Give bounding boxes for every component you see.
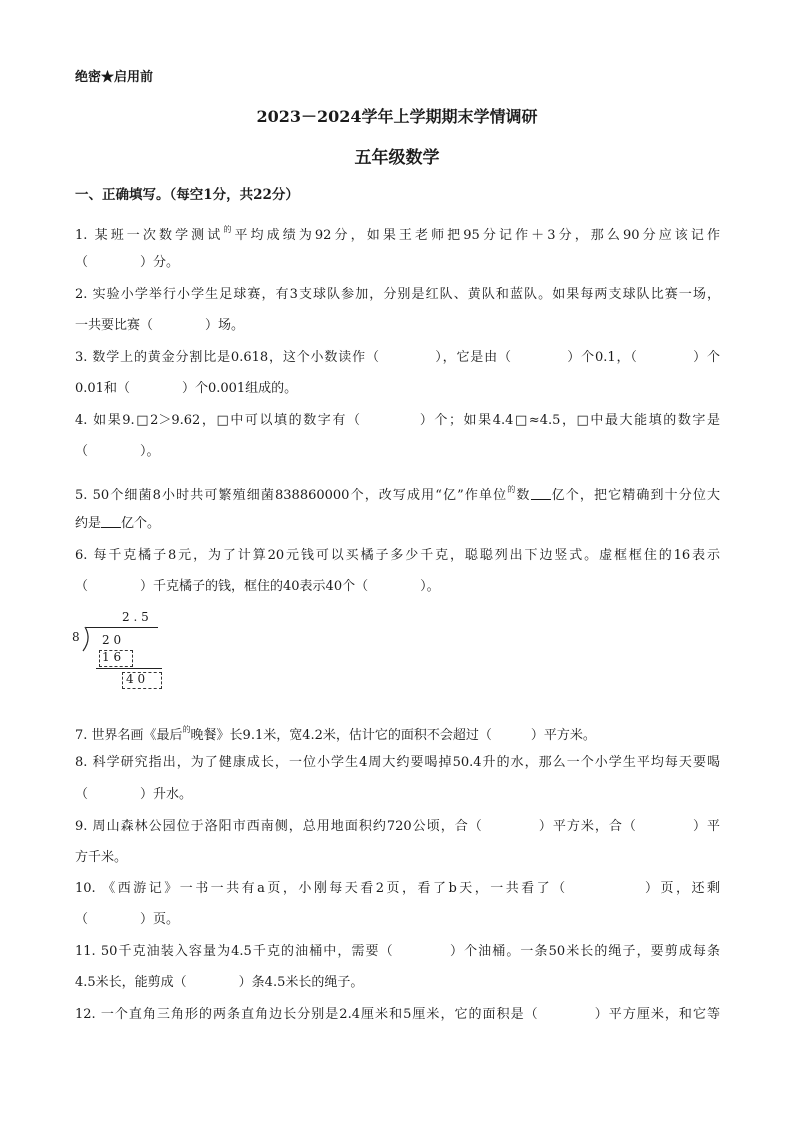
page-title: 2023－2024学年上学期期末学情调研 [256, 107, 538, 126]
division-remainder: 4 0 [126, 672, 146, 686]
question-6-line-1: 6. 每千克橘子8元，为了计算20元钱可以买橘子多少千克，聪聪列出下边竖式。虚框框住的16表示 [75, 548, 720, 563]
question-3-line-1: 3. 数学上的黄金分割比是0.618，这个小数读作（ ），它是由（ ）个0.1，（ ）个 [75, 350, 720, 365]
question-9-line-2: 方千米。 [75, 850, 128, 865]
question-8-line-2: （ ）升水。 [75, 787, 193, 802]
division-product: 1 6 [102, 650, 122, 664]
section-heading: 一、正确填写。（每空1分，共22分） [75, 187, 299, 203]
question-10-line-2: （ ）页。 [75, 912, 180, 927]
question-2-line-1: 2. 实验小学举行小学生足球赛，有3支球队参加，分别是红队、黄队和蓝队。如果每两支球队比赛一场， [75, 287, 720, 302]
division-dividend: 2 0 [102, 633, 122, 647]
question-8-line-1: 8. 科学研究指出，为了健康成长，一位小学生4周大约要喝掉50.4升的水，那么一个小学生平均每天要喝 [75, 755, 720, 770]
question-4-line-2: （ ）。 [75, 444, 160, 459]
question-10-line-1: 10. 《西游记》一书一共有a页，小刚每天看2页，看了b天，一共看了（ ）页，还剩 [75, 881, 720, 896]
confidential-label: 绝密★启用前 [75, 70, 154, 85]
question-3-line-2: 0.01和（ ）个0.001组成的。 [75, 381, 298, 396]
page-subtitle: 五年级数学 [354, 148, 440, 168]
question-12-line-1: 12. 一个直角三角形的两条直角边长分别是2.4厘米和5厘米，它的面积是（ ）平方厘米，和它等 [75, 1007, 720, 1022]
question-11-line-1: 11. 50千克油装入容量为4.5千克的油桶中，需要（ ）个油桶。一条50米长的绳子，要剪成每条 [75, 944, 720, 959]
question-7-line-1: 7. 世界名画《最后$^的$晚餐》长9.1米，宽4.2米，估计它的面积不会超过（ ）平方米。 [75, 725, 596, 743]
division-divisor: 8 [72, 630, 80, 644]
division-quotient: 2 . 5 [122, 610, 149, 624]
answer-blank [531, 488, 551, 500]
long-division-diagram [72, 610, 172, 695]
question-1-line-1: 1. 某班一次数学测试$^的$平均成绩为92分，如果王老师把95分记作＋3分，那么90分应该记作 [75, 225, 720, 243]
answer-blank [101, 516, 121, 528]
question-5-line-2: 约是 亿个。 [75, 516, 161, 531]
question-4-line-1: 4. 如果9.□2＞9.62，□中可以填的数字有（ ）个；如果4.4□≈4.5，□中最大能填的数字是 [75, 413, 720, 428]
division-bracket [80, 626, 92, 652]
question-11-line-2: 4.5米长，能剪成（ ）条4.5米长的绳子。 [75, 975, 364, 990]
question-6-line-2: （ ）千克橘子的钱，框住的40表示40个（ ）。 [75, 579, 440, 594]
question-5-line-1: 5. 50个细菌8小时共可繁殖细菌838860000个，改写成用“亿”作单位$^的$数 亿个，把它精确到十分位大 [75, 485, 720, 503]
question-1-line-2: （ ）分。 [75, 255, 180, 270]
question-9-line-1: 9. 周山森林公园位于洛阳市西南侧，总用地面积约720公顷，合（ ）平方米，合（ ）平 [75, 819, 720, 834]
question-2-line-2: 一共要比赛（ ）场。 [75, 318, 245, 333]
